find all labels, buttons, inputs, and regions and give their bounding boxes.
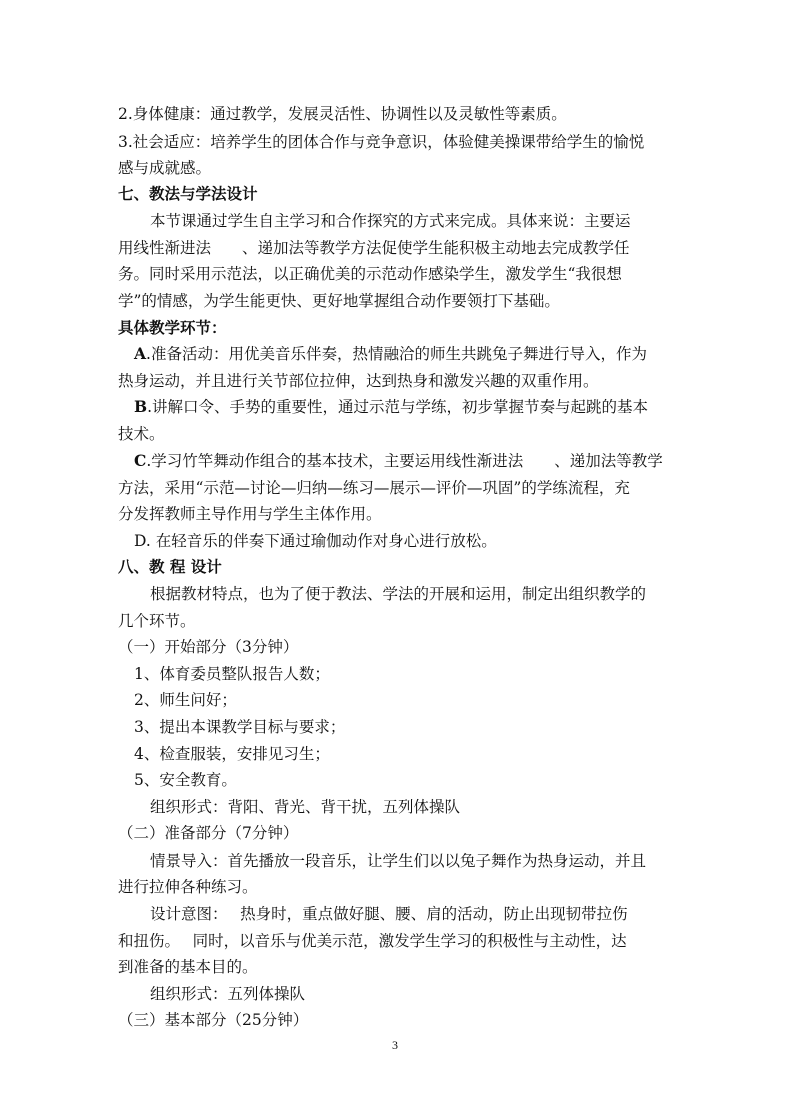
line-text: 设计意图： 热身时，重点做好腿、腰、肩的活动，防止出现韧带拉伤 xyxy=(150,905,628,923)
line-text: 几个环节。 xyxy=(118,612,196,630)
line-text: 八、教 程 设计 xyxy=(118,558,222,576)
section-heading xyxy=(118,557,678,577)
line-text: 学”的情感，为学生能更快、更好地掌握组合动作要领打下基础。 xyxy=(118,292,560,310)
line-text: 情景导入：首先播放一段音乐，让学生们以以兔子舞作为热身运动，并且 xyxy=(150,852,647,870)
line-text: .学习竹竿舞动作组合的基本技术，主要运用线性渐进法 、递加法等教学 xyxy=(146,452,663,470)
line-text: 4、检查服装，安排见习生； xyxy=(134,745,330,763)
line-text: 2.身体健康：通过教学，发展灵活性、协调性以及灵敏性等素质。 xyxy=(118,105,567,123)
text-line xyxy=(134,717,694,737)
section-heading xyxy=(118,184,678,204)
list-marker: A xyxy=(134,344,147,363)
section-heading xyxy=(118,318,678,338)
line-text: 2、师生问好； xyxy=(134,691,237,709)
text-line xyxy=(134,664,694,684)
line-text: 3、提出本课教学目标与要求； xyxy=(134,718,346,736)
line-text: 和扭伤。 同时，以音乐与优美示范，激发学生学习的积极性与主动性，达 xyxy=(118,932,627,950)
text-line xyxy=(118,823,678,843)
line-text: 技术。 xyxy=(118,425,165,443)
text-line xyxy=(134,451,694,471)
text-line xyxy=(118,877,678,897)
line-text: 本节课通过学生自主学习和合作探究的方式来完成。具体来说：主要运 xyxy=(150,212,631,230)
line-text: 感与成就感。 xyxy=(118,159,212,177)
text-line xyxy=(118,238,678,258)
text-line xyxy=(150,904,710,924)
text-line xyxy=(118,637,678,657)
line-text: 组织形式：五列体操队 xyxy=(150,985,306,1003)
text-line xyxy=(150,851,710,871)
line-text: 具体教学环节： xyxy=(118,319,227,337)
line-text: 到准备的基本目的。 xyxy=(118,958,258,976)
line-text: 根据教材特点，也为了便于教法、学法的开展和运用，制定出组织教学的 xyxy=(150,585,647,603)
line-text: 方法，采用“示范—讨论—归纳—练习—展示—评价—巩固”的学练流程，充 xyxy=(118,479,630,497)
text-line xyxy=(134,344,694,364)
page-number: 3 xyxy=(392,1038,398,1052)
text-line xyxy=(118,371,678,391)
text-line xyxy=(118,504,678,524)
text-line xyxy=(134,531,694,551)
line-text: 1、体育委员整队报告人数； xyxy=(134,665,330,683)
line-text: 热身运动，并且进行关节部位拉伸，达到热身和激发兴趣的双重作用。 xyxy=(118,372,599,390)
text-line xyxy=(134,690,694,710)
line-text: 七、教法与学法设计 xyxy=(118,185,258,203)
text-line xyxy=(118,957,678,977)
text-line xyxy=(118,104,678,124)
text-line xyxy=(118,931,678,951)
line-text: 组织形式：背阳、背光、背干扰，五列体操队 xyxy=(150,798,461,816)
line-text: 务。同时采用示范法，以正确优美的示范动作感染学生，激发学生“我很想 xyxy=(118,265,622,283)
line-text: 进行拉伸各种练习。 xyxy=(118,878,258,896)
line-text: .准备活动：用优美音乐伴奏，热情融洽的师生共跳兔子舞进行导入，作为 xyxy=(146,345,647,363)
text-line xyxy=(118,478,678,498)
text-line xyxy=(118,1010,678,1030)
text-line xyxy=(118,264,678,284)
text-line xyxy=(150,797,710,817)
line-text: （三）基本部分（25分钟） xyxy=(118,1011,309,1029)
text-line xyxy=(118,291,678,311)
text-line xyxy=(118,424,678,444)
text-line xyxy=(150,984,710,1004)
line-text: 3.社会适应：培养学生的团体合作与竞争意识，体验健美操课带给学生的愉悦 xyxy=(118,133,645,151)
text-line xyxy=(134,397,694,417)
list-marker: C xyxy=(134,451,147,470)
line-text: D. 在轻音乐的伴奏下通过瑜伽动作对身心进行放松。 xyxy=(134,532,497,550)
line-text: .讲解口令、手势的重要性，通过示范与学练，初步掌握节奏与起跳的基本 xyxy=(147,398,649,416)
text-line xyxy=(118,611,678,631)
text-line xyxy=(150,584,710,604)
line-text: 5、安全教育。 xyxy=(134,771,237,789)
line-text: （一）开始部分（3分钟） xyxy=(118,638,299,656)
line-text: 用线性渐进法 、递加法等教学方法促使学生能积极主动地去完成教学任 xyxy=(118,239,630,257)
text-line xyxy=(150,211,710,231)
list-marker: B xyxy=(134,397,148,416)
text-line xyxy=(118,132,678,152)
text-line xyxy=(118,158,678,178)
line-text: （二）准备部分（7分钟） xyxy=(118,824,299,842)
text-line xyxy=(134,770,694,790)
text-line xyxy=(134,744,694,764)
line-text: 分发挥教师主导作用与学生主体作用。 xyxy=(118,505,382,523)
